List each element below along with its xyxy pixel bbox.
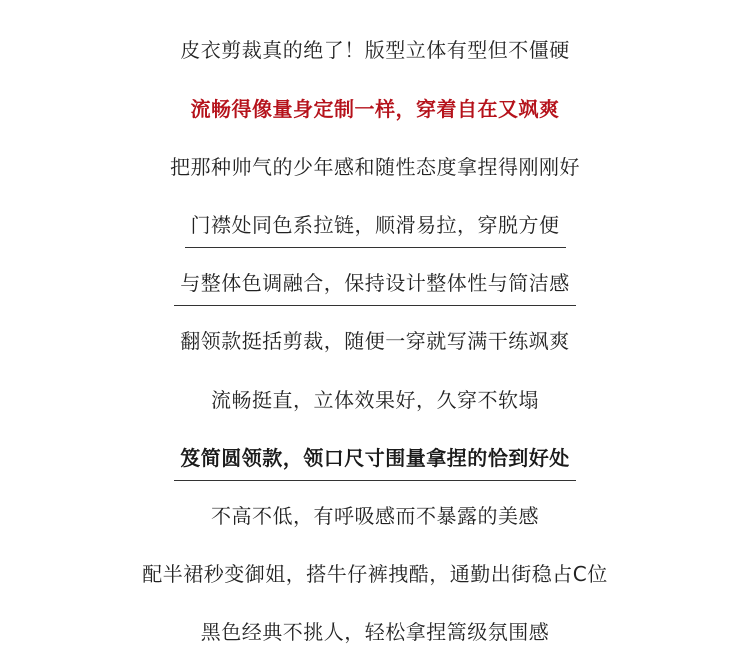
text-line-2-highlight [0,95,750,123]
text-line-6 [0,327,750,355]
text-line-4-underlined [0,211,750,248]
text-line-1-content: 皮衣剪裁真的绝了！版型立体有型但不僵硬 [180,38,570,62]
text-line-7-content: 流畅挺直，立体效果好，久穿不软塌 [211,388,539,412]
text-line-3 [0,153,750,181]
text-line-7 [0,386,750,414]
text-line-3-content: 把那种帅气的少年感和随性态度拿捏得刚刚好 [170,155,580,179]
text-line-11 [0,618,750,646]
text-line-2-content: 流畅得像量身定制一样，穿着自在又飒爽 [190,97,560,121]
text-line-5-content: 与整体色调融合，保持设计整体性与简洁感 [174,269,576,306]
text-line-9-content: 不高不低，有呼吸感而不暴露的美感 [211,504,539,528]
text-line-10 [0,560,750,588]
text-line-8-bold-underlined [0,444,750,481]
text-line-4-content: 门襟处同色系拉链，顺滑易拉，穿脱方便 [185,211,566,248]
text-line-1 [0,36,750,64]
text-line-6-content: 翻领款挺括剪裁，随便一穿就写满干练飒爽 [180,329,570,353]
text-line-5-underlined [0,269,750,306]
text-line-8-content: 笈简圆领款，领口尺寸围量拿捏的恰到好处 [174,444,576,481]
text-line-9 [0,502,750,530]
text-line-11-content: 黑色经典不挑人，轻松拿捏篙级氛围感 [200,620,550,644]
text-line-10-content: 配半裙秒变御姐，搭牛仔裤拽酷，通勤出街稳占C位 [142,562,608,586]
